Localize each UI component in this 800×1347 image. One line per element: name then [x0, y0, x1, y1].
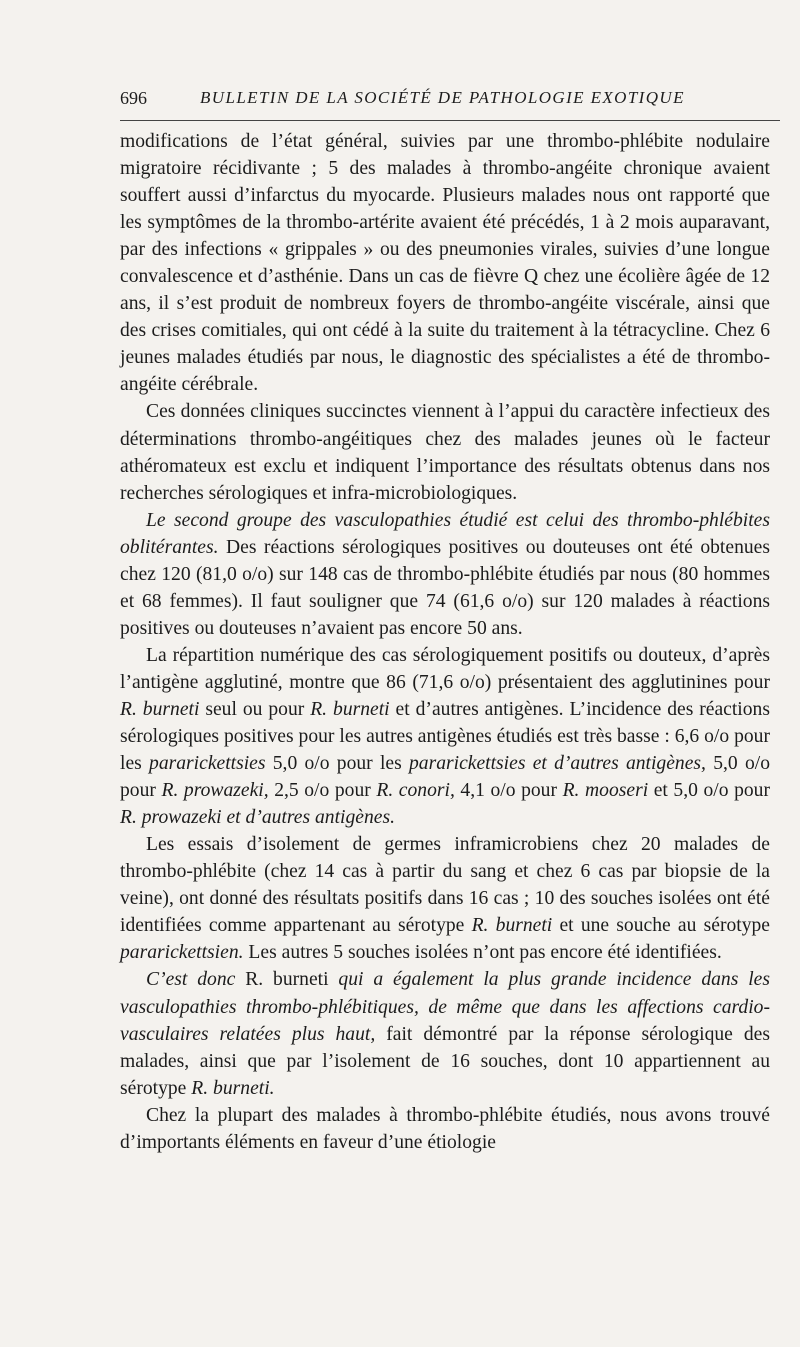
italic-text: pararickettsies et d’autres antigènes, — [409, 753, 706, 775]
italic-text: R. burneti. — [191, 1077, 275, 1099]
italic-text: R. burneti — [471, 915, 553, 937]
text-run: et d’autres antigènes. L’incidence des réactions sérologiques positives pour les autres antigènes étudiés est très basse : 6,6 o/o pour les — [120, 698, 770, 775]
text-run: Les autres 5 souches isolées n’ont pas encore été identifiées. — [243, 942, 722, 964]
text-run: fait démontré par la réponse sérologique des malades, ainsi que par l’isolement de 16 souches, dont 10 appartiennent au sérotype — [120, 1023, 770, 1099]
paragraph — [120, 966, 770, 1101]
paragraph — [120, 398, 770, 506]
text-run: Des réactions sérologiques positives ou douteuses ont été obtenues chez 120 (81,0 o/o) sur 148 cas de thrombo-phlébite étudiés par nous (80 hommes et 68 femmes). Il faut souligner que 74 (61,6 o/o) sur 120 malades à réactions positives ou douteuses n’avaient pas encore 50 ans. — [120, 536, 770, 639]
text-run: 5,0 o/o pour les — [265, 753, 409, 775]
text-run: 5,0 o/o pour — [120, 753, 771, 802]
body-text — [120, 128, 770, 1156]
text-run: 2,5 o/o pour — [268, 780, 377, 802]
paragraph — [120, 831, 770, 966]
italic-text: R. prowazeki et d’autres antigènes. — [120, 807, 395, 829]
italic-text: Le second groupe des vasculopathies étudié est celui des thrombo-phlébites oblitérantes. — [120, 509, 770, 558]
italic-text: R. mooseri — [562, 780, 649, 802]
italic-text: qui a également la plus grande incidence dans les vasculopathies thrombo-phlébitiques, de même que dans les affections cardio-vasculaires relatées plus haut, — [120, 969, 770, 1045]
text-run: et une souche au sérotype — [552, 915, 771, 937]
paragraph — [120, 507, 770, 642]
italic-text: R. conori, — [376, 780, 455, 802]
italic-text: R. burneti — [120, 698, 200, 720]
text-run: R. burneti — [235, 969, 339, 991]
page-header — [120, 88, 780, 121]
paragraph — [120, 128, 770, 398]
text-run: modifications de l’état général, suivies par une thrombo-phlébite nodulaire migratoire récidivante ; 5 des malades à thrombo-angéite chronique avaient souffert aussi d’infarctus du myocarde. Plusieurs malades nous ont rapporté que les symptômes de la thrombo-artérite avaient été précédés, 1 à 2 mois auparavant, par des infections « grippales » ou des pneumonies virales, suivies d’une longue convalescence et d’asthénie. Dans un cas de fièvre Q chez une écolière âgée de 12 ans, il s’est produit de nombreux foyers de thrombo-angéite viscérale, ainsi que des crises comitiales, qui ont cédé à la suite du traitement à la tétracycline. Chez 6 jeunes malades étudiés par nous, le diagnostic des spécialistes a été de thrombo-angéite cérébrale. — [120, 131, 770, 396]
italic-text: C’est donc — [146, 969, 236, 991]
text-run: et 5,0 o/o pour — [648, 780, 771, 802]
paragraph — [120, 642, 770, 831]
page-number: 696 — [120, 88, 147, 108]
italic-text: pararickettsien. — [120, 942, 244, 964]
italic-text: pararickettsies — [149, 753, 266, 775]
paragraph — [120, 1102, 770, 1156]
text-run: Chez la plupart des malades à thrombo-phlébite étudiés, nous avons trouvé d’importants éléments en faveur d’une étiologie — [120, 1104, 770, 1153]
text-run: Les essais d’isolement de germes inframicrobiens chez 20 malades de thrombo-phlébite (chez 14 cas à partir du sang et chez 6 cas par biopsie de la veine), ont donné des résultats positifs dans 16 cas ; 10 des souches isolées ont été identifiées comme appartenant au sérotype — [120, 834, 770, 937]
text-run: seul ou pour — [199, 698, 311, 720]
text-run: Ces données cliniques succinctes viennent à l’appui du caractère infectieux des déterminations thrombo-angéitiques chez des malades jeunes où le facteur athéromateux est exclu et indiquent l’importance des résultats obtenus dans nos recherches sérologiques et infra-microbiologiques. — [120, 401, 770, 504]
italic-text: R. prowazeki, — [161, 780, 269, 802]
text-run: 4,1 o/o pour — [454, 780, 563, 802]
text-run: La répartition numérique des cas sérologiquement positifs ou douteux, d’après l’antigène agglutiné, montre que 86 (71,6 o/o) présentaient des agglutinines pour — [120, 644, 770, 693]
italic-text: R. burneti — [310, 698, 390, 720]
running-title: BULLETIN DE LA SOCIÉTÉ DE PATHOLOGIE EXOTIQUE — [200, 88, 685, 107]
